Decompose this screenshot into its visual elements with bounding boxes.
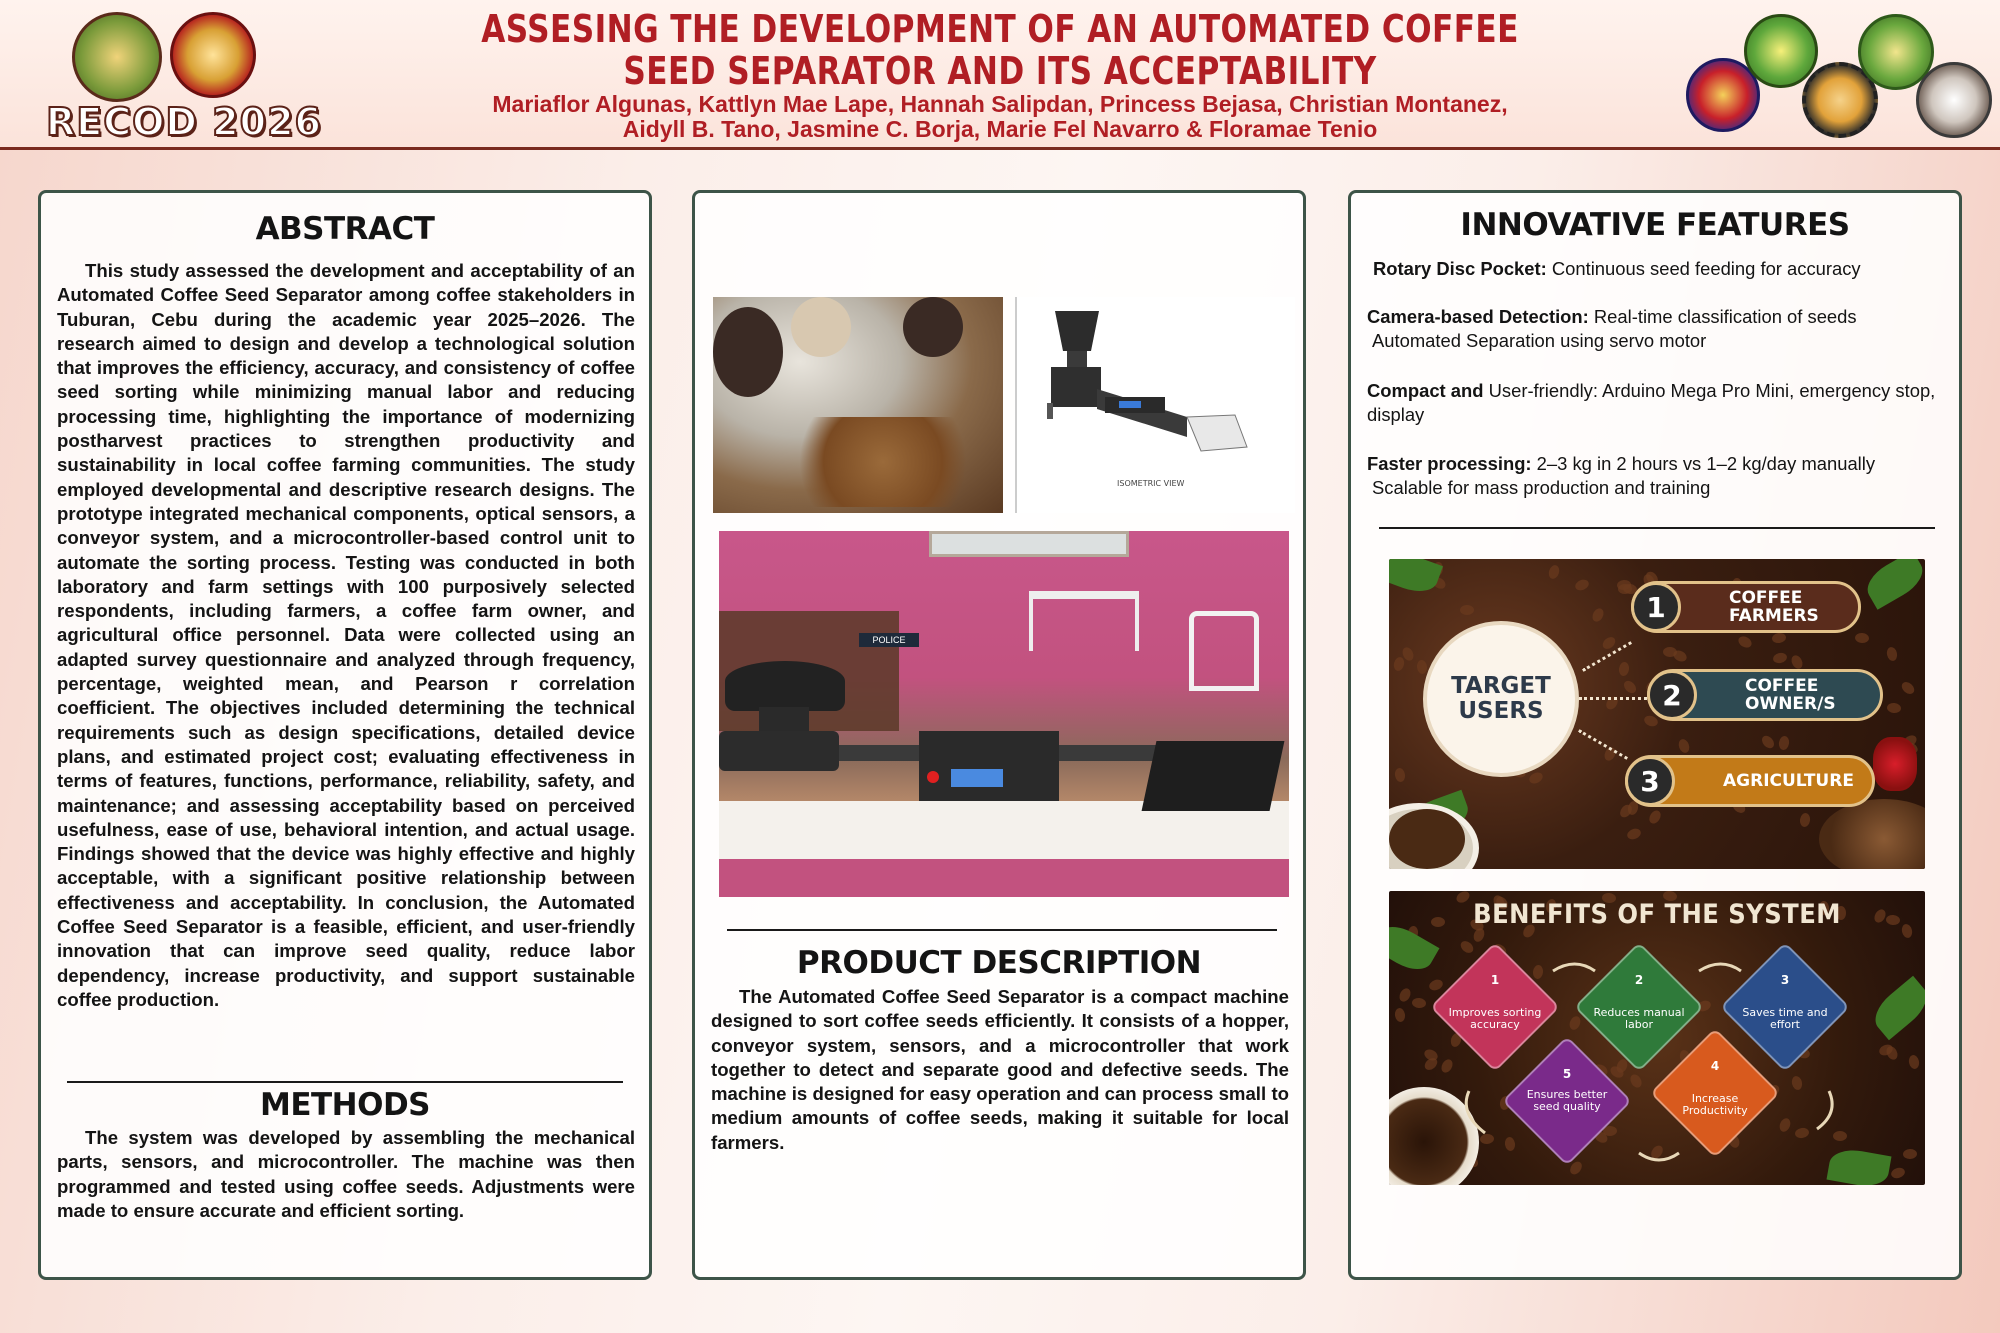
target-users-infographic (1389, 559, 1925, 869)
target-user-pill (1631, 581, 1861, 633)
event-name: RECOD 2026 (46, 100, 322, 144)
benefit-number: 5 (1562, 1067, 1572, 1081)
innovative-features-heading: INNOVATIVE FEATURES (1460, 207, 1850, 243)
coffee-bean-decoration (1799, 812, 1811, 827)
coffee-bean-decoration (1394, 767, 1406, 782)
coffee-bean-decoration (1771, 632, 1786, 644)
poster-title: ASSESING THE DEVELOPMENT OF AN AUTOMATED COFFEE SEED SEPARATOR AND ITS ACCEPTABILITY (481, 7, 1519, 93)
isometric-view-drawing (1015, 297, 1295, 513)
coffee-bean-decoration (1416, 660, 1427, 675)
feature-item (1367, 452, 1947, 500)
feature-label: Rotary Disc Pocket: (1373, 258, 1547, 279)
benefits-title: BENEFITS OF THE SYSTEM (1473, 899, 1841, 930)
authors-line-2: Aidyll B. Tano, Jasmine C. Borja, Marie Fel Navarro & Floramae Tenio (622, 116, 1378, 142)
section-divider (1379, 527, 1935, 529)
feature-text: Real-time classification of seeds (1588, 306, 1857, 327)
coffee-bean-decoration (1886, 646, 1899, 662)
target-user-number: 3 (1625, 756, 1675, 806)
sorting-by-hand-photo (713, 297, 1003, 513)
methods-heading: METHODS (259, 1087, 431, 1123)
product-panel (692, 190, 1306, 1280)
coffee-bean-decoration (1626, 827, 1643, 841)
target-user-label: COFFEE FARMERS (1729, 588, 1819, 626)
university-seal-logo (72, 12, 162, 102)
poster-header (0, 0, 2000, 150)
target-user-label: AGRICULTURE (1723, 771, 1854, 791)
college-seal-logo (1744, 14, 1818, 88)
product-description-text: The Automated Coffee Seed Separator is a compact machine designed to sort coffee seeds efficiently. It consists of a hopper, conveyor system, sensors, and a microcontroller that work together to detect and separate good and defective seeds. The machine is designed for easy operation and can process small to medium amounts of coffee seeds, making it suitable for local farmers. (711, 986, 1289, 1153)
coffee-bean-decoration (1736, 634, 1753, 650)
benefit-number: 4 (1710, 1059, 1720, 1073)
target-users-center: TARGET USERS (1423, 621, 1579, 777)
target-user-pill (1625, 755, 1875, 807)
abstract-panel (38, 190, 652, 1280)
coffee-bean-decoration (1590, 606, 1605, 623)
authors-line-1: Mariaflor Algunas, Kattlyn Mae Lape, Hannah Salipdan, Princess Bejasa, Christian Montanez, (492, 91, 1508, 117)
benefit-label: Improves sorting accuracy (1448, 1006, 1542, 1031)
coffee-bean-decoration (1760, 733, 1777, 750)
coffee-bean-decoration (1671, 648, 1688, 663)
feature-text-2: Automated Separation using servo motor (1372, 330, 1707, 351)
section-divider (67, 1081, 623, 1083)
benefit-label: Reduces manual labor (1593, 1006, 1685, 1031)
feature-text: User-friendly: Arduino Mega Pro Mini, emergency stop, display (1367, 380, 1936, 425)
feature-text: Continuous seed feeding for accuracy (1546, 258, 1861, 279)
target-user-label: COFFEE OWNER/S (1745, 676, 1836, 714)
coffee-bean-decoration (1677, 738, 1691, 755)
feature-label: Compact and (1367, 380, 1484, 401)
coffee-bean-decoration (1899, 680, 1916, 697)
coffee-bean-decoration (1778, 735, 1790, 750)
product-description-heading: PRODUCT DESCRIPTION (796, 945, 1202, 981)
target-user-pill (1647, 669, 1883, 721)
coffee-bean-decoration (1528, 770, 1545, 785)
benefit-label: Increase Productivity (1682, 1092, 1748, 1117)
feature-text-2: Scalable for mass production and training (1372, 477, 1711, 498)
feature-item (1367, 379, 1947, 427)
coffee-bean-decoration (1855, 633, 1870, 644)
features-panel (1348, 190, 1962, 1280)
benefit-number: 2 (1634, 973, 1644, 987)
benefit-label: Ensures better seed quality (1526, 1088, 1608, 1113)
police-sign: POLICE (859, 633, 919, 647)
cycle-arrows-svg (1389, 891, 1925, 1185)
abstract-text: This study assessed the development and acceptability of an Automated Coffee Seed Separator among coffee stakeholders in Tuburan, Cebu during the academic year 2025–2026. The research aimed to design and develop a technological solution that improves the efficiency, accuracy, and consistency of coffee seed sorting while minimizing manual labor and reducing processing time, highlighting the importance of modernizing postharvest practices to strengthen productivity and sustainability in local coffee farming communities. The study employed developmental and descriptive research designs. The prototype integrated mechanical components, optical sensors, a conveyor system, and a microcontroller-based control unit to automate the sorting process. Testing was conducted in both laboratory and farm settings with 100 purposively selected respondents, including farmers, a coffee farm owner, and agricultural office personnel. Data were collected using an adapted survey questionnaire and analyzed through frequency, percentage, weighted mean, and Pearson r correlation coefficient. The objectives included determining the technical requirements such as design specifications, detailed device plans, and estimated project cost; evaluating effectiveness in terms of features, functions, performance, reliability, safety, and maintenance; and assessing acceptability based on perceived usefulness, ease of use, behavioral intention, and actual usage. Findings showed that the device was highly effective and highly acceptable, with a significant positive relationship between effectiveness and acceptability. In conclusion, the Automated Coffee Seed Separator is a feasible, efficient, and user-friendly innovation that can improve seed quality, reduce labor dependency, increase productivity, and support sustainable coffee production. (57, 260, 635, 1010)
feature-label: Faster processing: (1367, 453, 1532, 474)
benefit-number: 3 (1780, 973, 1790, 987)
coffee-bean-decoration (1547, 564, 1561, 580)
authors (380, 92, 1620, 142)
coffee-bean-decoration (1574, 578, 1591, 593)
feature-label: Camera-based Detection: (1367, 306, 1589, 327)
methods-text: The system was developed by assembling the mechanical parts, sensors, and microcontroller. The machine was then programmed and tested using coffee seeds. Adjustments were made to ensure accurate and efficient sorting. (57, 1127, 635, 1221)
benefit-label: Saves time and effort (1742, 1006, 1828, 1031)
benefit-number: 1 (1490, 973, 1500, 987)
section-divider (727, 929, 1277, 931)
feature-item (1367, 305, 1947, 353)
target-user-number: 2 (1647, 670, 1697, 720)
machine-prototype-photo (719, 531, 1289, 897)
coffee-bean-decoration (1789, 653, 1804, 670)
coffee-bean-decoration (1392, 656, 1405, 672)
coffee-bean-decoration (1887, 702, 1902, 713)
technological-university-logo (170, 12, 256, 98)
coffee-bean-decoration (1772, 652, 1788, 665)
feature-item (1373, 257, 1953, 281)
feature-text: 2–3 kg in 2 hours vs 1–2 kg/day manually (1531, 453, 1876, 474)
benefits-infographic (1389, 891, 1925, 1185)
coffee-bean-decoration (1647, 808, 1663, 825)
coffee-bean-decoration (1460, 605, 1474, 615)
abstract-heading: ABSTRACT (255, 211, 435, 247)
college-technology-logo (1916, 62, 1992, 138)
isometric-view-caption: ISOMETRIC VIEW (1117, 479, 1185, 488)
coffee-bean-decoration (1622, 678, 1639, 695)
target-user-number: 1 (1631, 582, 1681, 632)
coffee-bean-decoration (1618, 661, 1630, 676)
